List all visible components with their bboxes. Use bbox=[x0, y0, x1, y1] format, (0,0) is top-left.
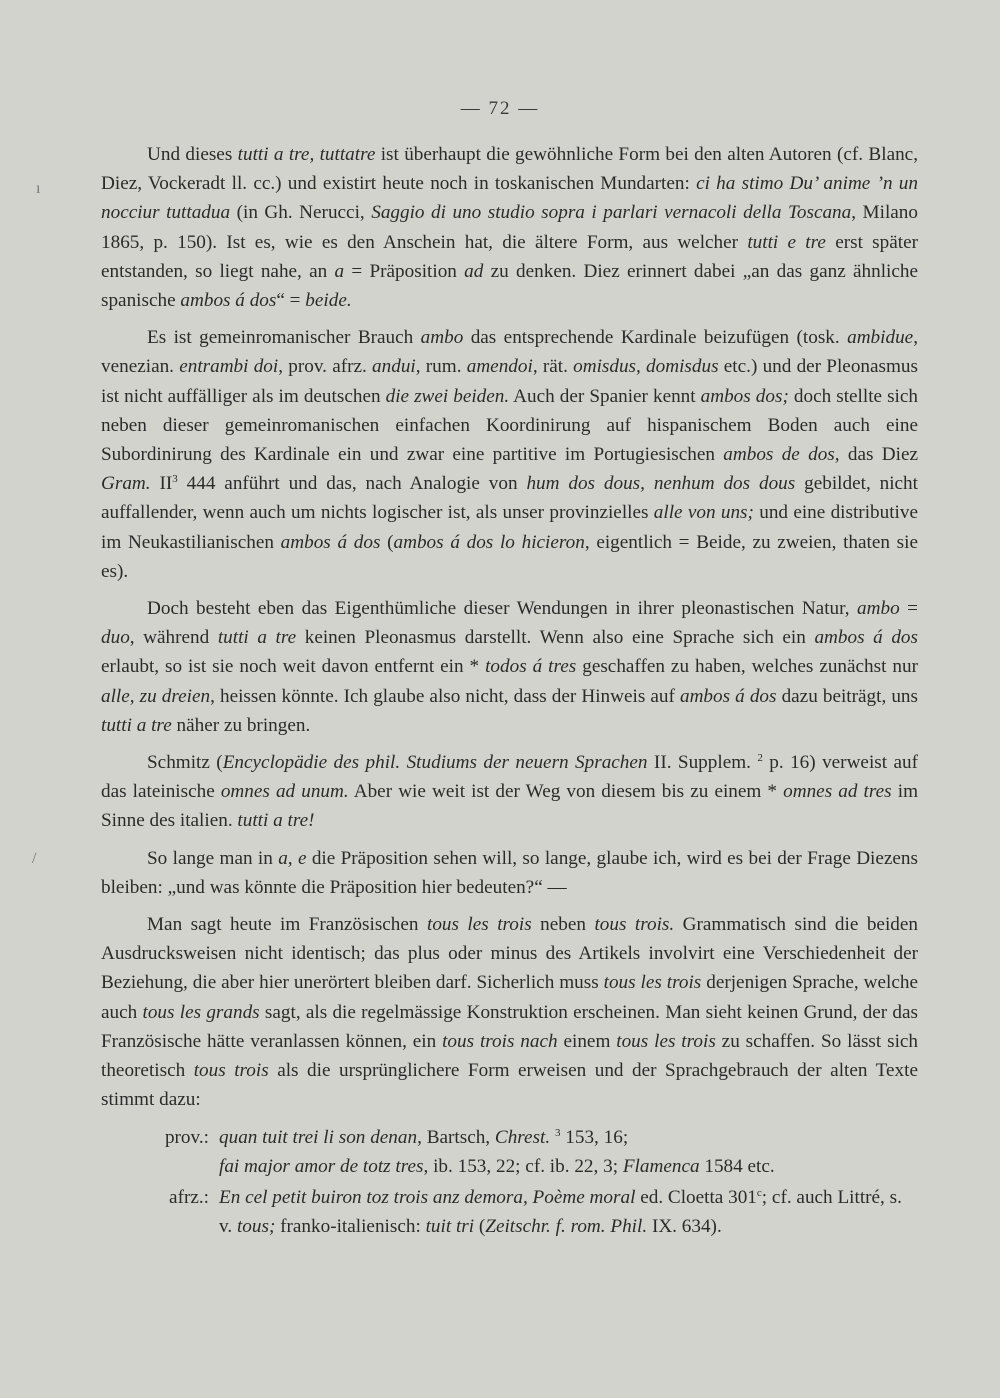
citation-label: prov.: bbox=[164, 1126, 209, 1148]
paragraph-4: Schmitz (Encyclopädie des phil. Studiums der neuern Sprachen II. Supplem. $^2$ p. 16) verweist auf das lateinische omnes ad unum. Aber wie weit ist der Weg von diesem bis zu einem * omnes ad tres im Sinne des italien. tutti a tre! bbox=[101, 752, 918, 832]
margin-mark: / bbox=[32, 850, 37, 867]
paragraph-1: Und dieses tutti a tre, tuttatre ist überhaupt die gewöhnliche Form bei den alten Autoren (cf. Blanc, Diez, Vockeradt ll. cc.) und existirt heute noch in toskanischen Mundarten: ci ha stimo Du’ anime ’n un nocciur tuttadua (in Gh. Nerucci, Saggio di uno studio sopra i parlari vernacoli della Toscana, Milano 1865, p. 150). Ist es, wie es den Anschein hat, die ältere Form, aus welcher tutti e tre erst später entstanden, so liegt nahe, an a = Präposition ad zu denken. Diez erinnert dabei „an das ganz ähnliche spanische ambos á dos“ = beide. bbox=[101, 144, 918, 312]
paragraph-5: So lange man in a, e die Präposition sehen will, so lange, glaube ich, wird es bei der Frage Diezens bleiben: „und was könnte die Präposition hier bedeuten?“ — bbox=[101, 847, 918, 898]
paragraph-2: Es ist gemeinromanischer Brauch ambo das entsprechende Kardinale beizufügen (tosk. ambidue, venezian. entrambi doi, prov. afrz. andui, rum. amendoi, rät. omisdus, domisdus etc.) und der Pleonasmus ist nicht auffälliger als im deutschen die zwei beiden. Auch der Spanier kennt ambos dos; doch stellte sich neben dieser gemeinromanischen einfachen Koordinirung auf hispanischem Boden auch eine Subordinirung des Kardinale ein und zwar eine partitive im Portugiesischen ambos de dos, das Diez Gram. $II^3$ 444 anführt und das, nach Analogie von hum dos dous, nenhum dos dous gebildet, nicht auffallender, wenn auch um nichts logischer ist, als unser provinzielles alle von uns; und eine distributive im Neukastilianischen ambos á dos (ambos á dos lo hicieron, eigentlich = Beide, zu zweien, thaten sie es). bbox=[101, 327, 918, 582]
citation-body: quan tuit trei li son denan, Bartsch, Chrest. $^3$ 153, 16; fai major amor de totz tres, ib. 153, 22; cf. ib. 22, 3; Flamenca 1584 etc. bbox=[219, 1126, 775, 1177]
margin-mark: ı bbox=[36, 180, 41, 197]
body-text bbox=[101, 140, 918, 1241]
citation-body: En cel petit buiron toz trois anz demora, Poème moral ed. Cloetta 301$^c$; cf. auch Littré, s. v. tous; franko-italienisch: tuit tri (Zeitschr. f. rom. Phil. IX. 634). bbox=[219, 1186, 902, 1238]
page-number: — 72 — bbox=[460, 98, 540, 119]
paragraph-6: Man sagt heute im Französischen tous les trois neben tous trois. Grammatisch sind die beiden Ausdrucksweisen nicht identisch; das plus oder minus des Artikels involvirt eine Verschiedenheit der Beziehung, die aber hier unerörtert bleiben darf. Sicherlich muss tous les trois derjenigen Sprache, welche auch tous les grands sagt, als die regelmässige Konstruktion erscheinen. Man sieht keinen Grund, der das Französische hätte veranlassen können, ein tous trois nach einem tous les trois zu schaffen. So lässt sich theoretisch tous trois als die ursprünglichere Form erweisen und der Sprachgebrauch der alten Texte stimmt dazu: bbox=[101, 914, 919, 1111]
citation-label: afrz.: bbox=[169, 1186, 209, 1208]
citation-afrz bbox=[101, 1183, 918, 1241]
citation-prov bbox=[101, 1123, 918, 1181]
paragraph-3: Doch besteht eben das Eigenthümliche dieser Wendungen in ihrer pleonastischen Natur, ambo = duo, während tutti a tre keinen Pleonasmus darstellt. Wenn also eine Sprache sich ein ambos á dos erlaubt, so ist sie noch weit davon entfernt ein * todos á tres geschaffen zu haben, welches zunächst nur alle, zu dreien, heissen könnte. Ich glaube also nicht, dass der Hinweis auf ambos á dos dazu beiträgt, uns tutti a tre näher zu bringen. bbox=[101, 598, 918, 736]
